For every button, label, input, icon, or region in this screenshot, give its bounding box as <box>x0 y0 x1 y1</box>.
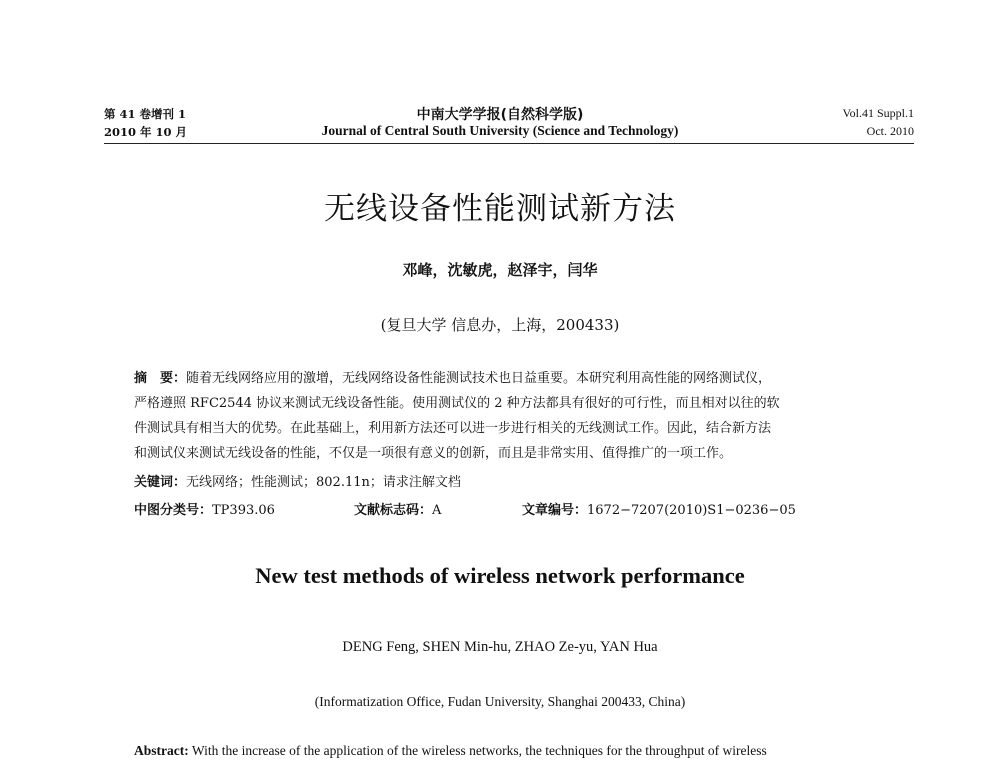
clc-value: TP393.06 <box>212 503 275 518</box>
header-rule <box>104 143 914 144</box>
abstract-en-label: Abstract: <box>134 743 189 758</box>
keywords-label: 关键词： <box>134 475 187 490</box>
journal-name-en: Journal of Central South University (Science and Technology) <box>321 123 679 138</box>
abstract-cn-line: 和测试仪来测试无线设备的性能，不仅是一项很有意义的创新，而且是非常实用、值得推广的一项工作。 <box>134 446 733 461</box>
title-cn: 无线设备性能测试新方法 <box>324 191 676 227</box>
abstract-en-text: With the increase of the application of the wireless networks, the techniques for the throughput of wireless <box>191 743 767 758</box>
header-date: 2010 年 10 月 <box>104 125 188 139</box>
affiliation-cn: (复旦大学 信息办，上海，200433) <box>380 316 620 334</box>
authors-en: DENG Feng, SHEN Min-hu, ZHAO Ze-yu, YAN Hua <box>342 639 658 655</box>
article-no-label: 文章编号： <box>522 503 588 518</box>
title-en: New test methods of wireless network performance <box>255 563 745 588</box>
header-date-en: Oct. 2010 <box>866 124 914 138</box>
abstract-cn-line: 件测试具有相当大的优势。在此基础上，利用新方法还可以进一步进行相关的无线测试工作。因此，结合新方法 <box>134 421 772 436</box>
abstract-cn-label: 摘 要： <box>134 371 187 386</box>
header-volume: 第 41 卷增刊 1 <box>104 107 187 121</box>
doc-code-value: A <box>432 503 442 518</box>
abstract-en <box>134 743 894 759</box>
classification-row <box>134 501 894 521</box>
keywords <box>134 473 461 493</box>
journal-name-cn: 中南大学学报(自然科学版) <box>416 107 584 123</box>
affiliation-en: (Informatization Office, Fudan University, Shanghai 200433, China) <box>314 694 686 709</box>
abstract-cn-line: 严格遵照 RFC2544 协议来测试无线设备性能。使用测试仪的 2 种方法都具有很好的可行性，而且相对以往的软 <box>134 396 780 411</box>
keywords-text: 无线网络；性能测试；802.11n；请求注解文档 <box>186 475 461 490</box>
doc-code-label: 文献标志码： <box>354 503 433 518</box>
article-no-value: 1672−7207(2010)S1−0236−05 <box>587 503 796 518</box>
abstract-cn-line: 摘 要：随着无线网络应用的激增，无线网络设备性能测试技术也日益重要。本研究利用高性能的网络测试仪， <box>134 371 772 386</box>
abstract-cn <box>134 369 884 464</box>
authors-cn: 邓峰，沈敏虎，赵泽宇，闫华 <box>402 261 598 279</box>
header-volume-en: Vol.41 Suppl.1 <box>842 106 914 120</box>
clc-label: 中图分类号： <box>134 503 213 518</box>
